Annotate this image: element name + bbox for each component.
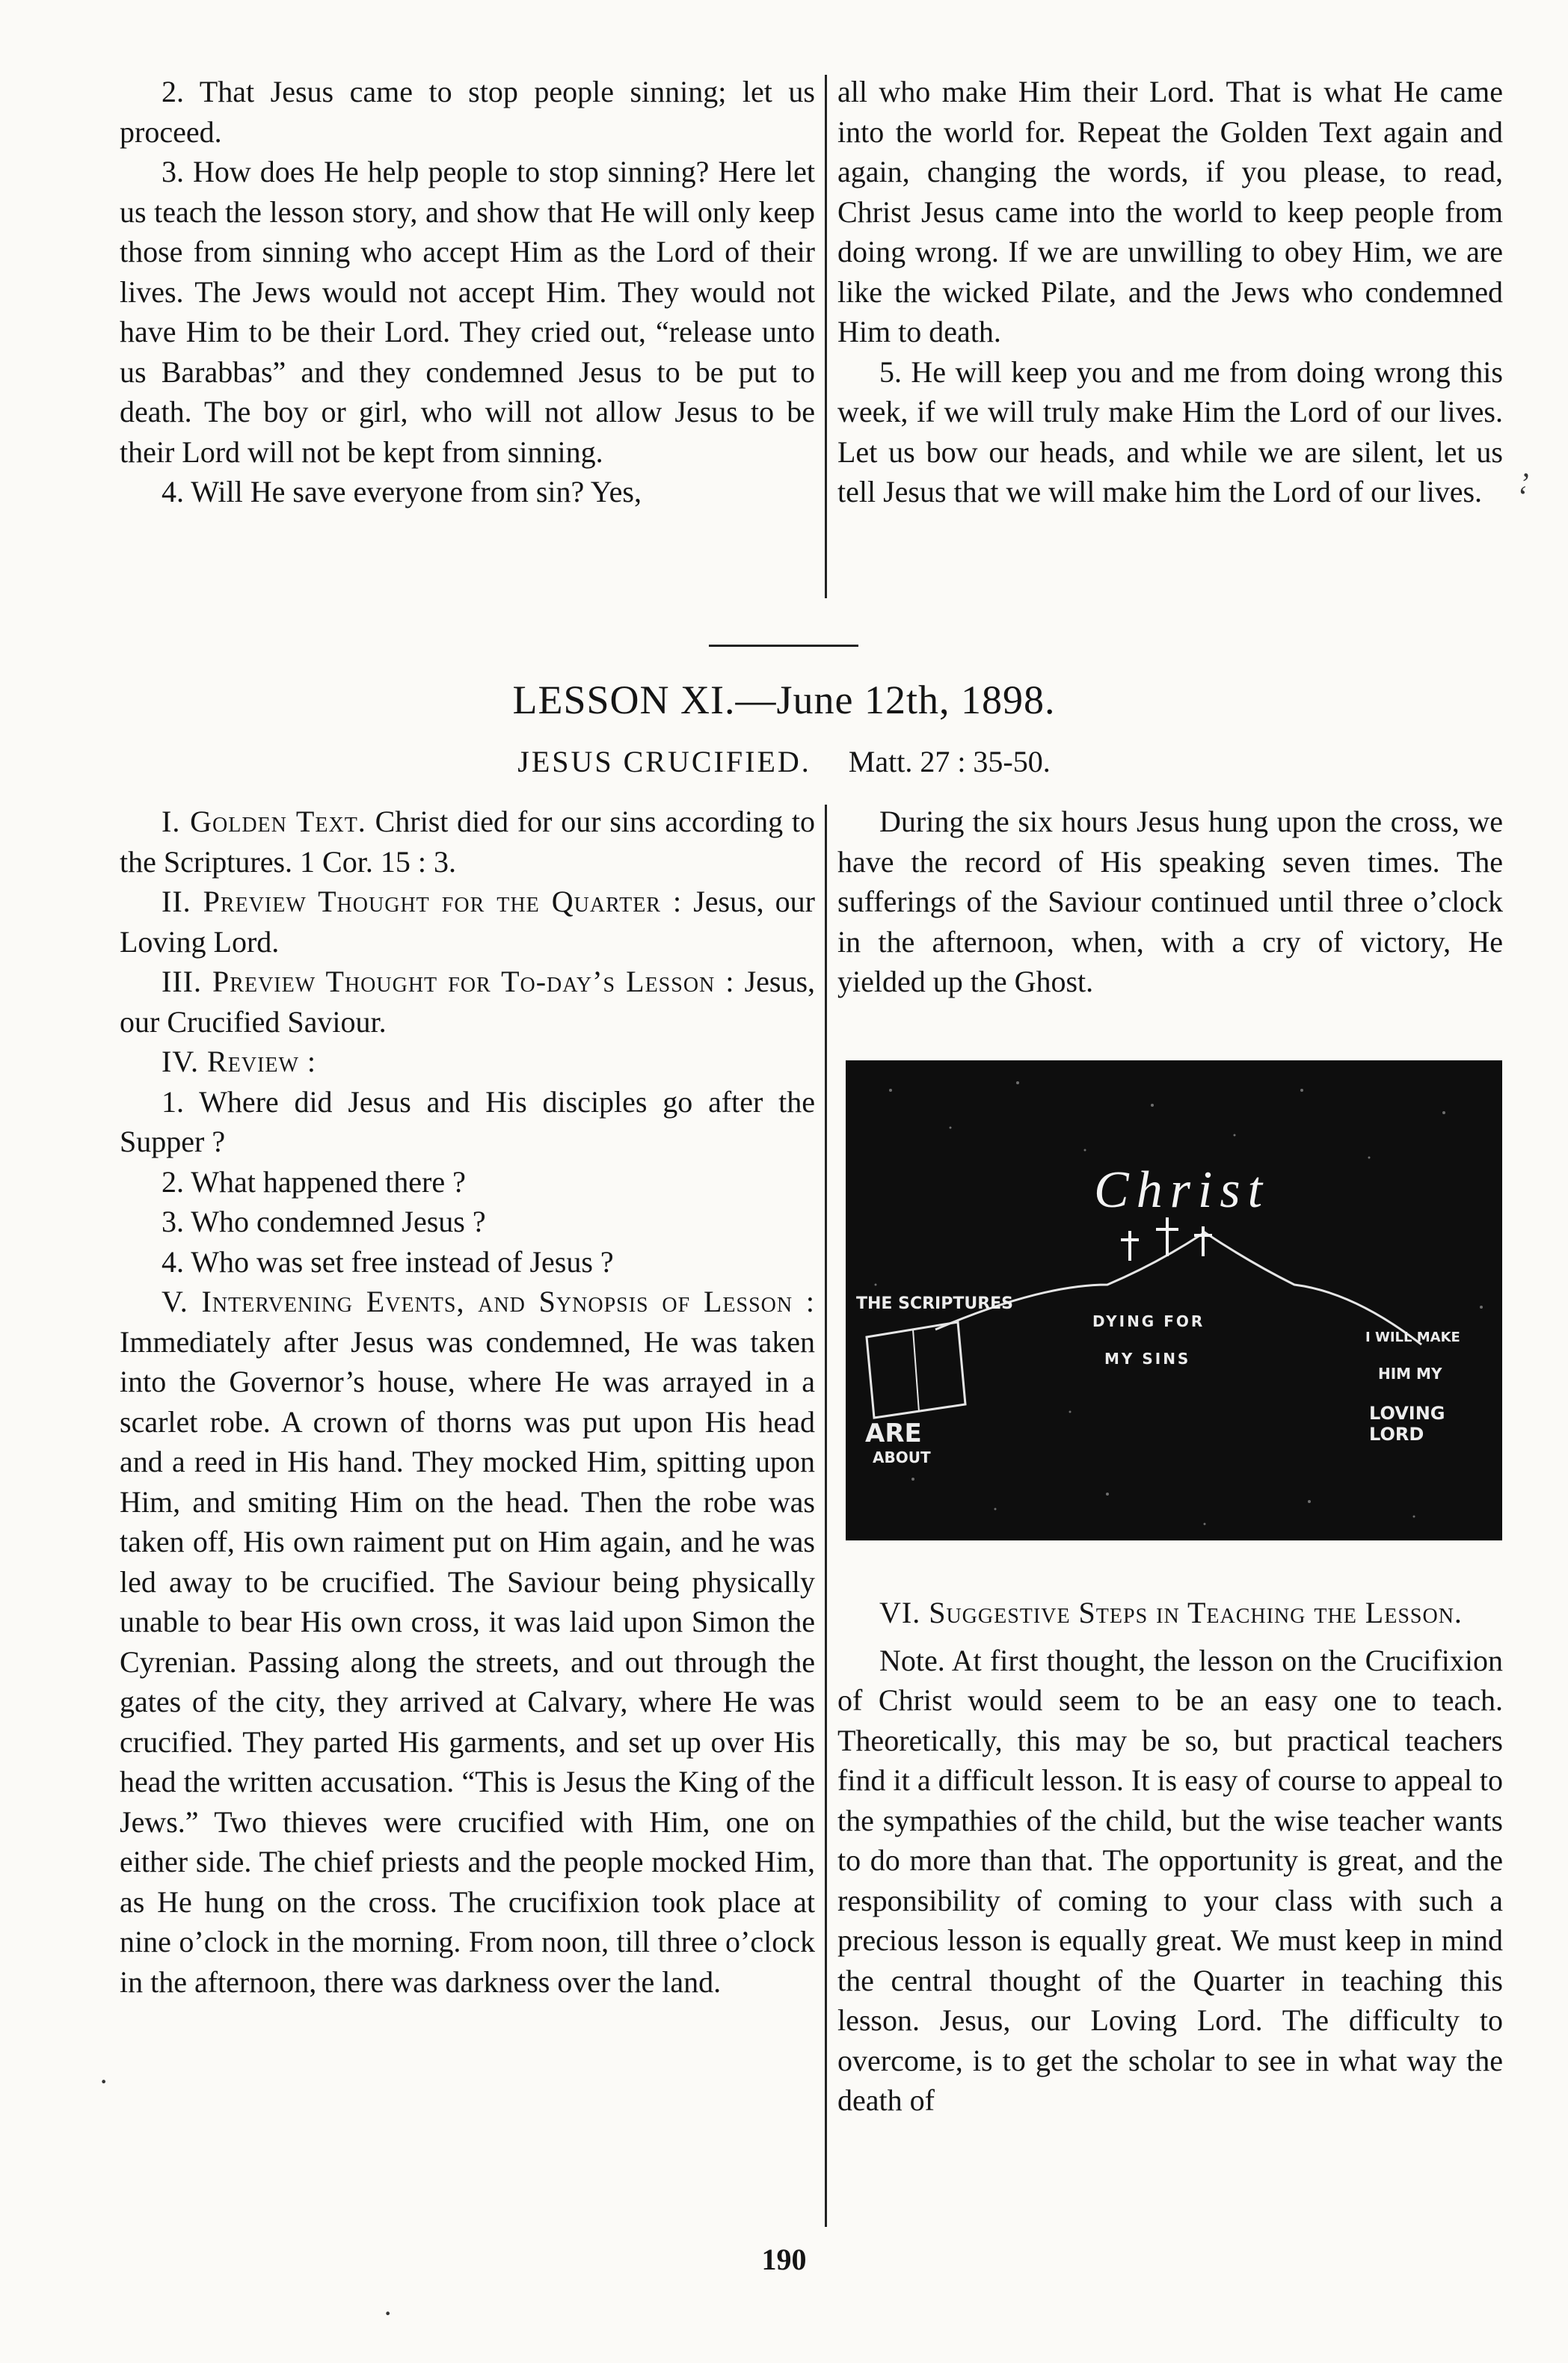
margin-mark: ·: [99, 2065, 109, 2098]
lesson-subheading: [0, 744, 1568, 779]
quarter-thought: [120, 882, 815, 962]
paragraph: all who make Him their Lord. That is what He came into the world for. Repeat the Golden Text again and again, changing the words, if you please, to read, Christ Jesus came into the world to keep people from doing wrong. If we are unwilling to obey Him, we are like the wicked Pilate, and the Jews who condemned Him to death.: [837, 75, 1503, 348]
illustration-text: DYING FOR: [1092, 1312, 1205, 1330]
section-label: VI. Suggestive Steps in Teaching the Lesson.: [879, 1596, 1463, 1629]
lesson-title: JESUS CRUCIFIED.: [517, 745, 811, 778]
golden-text: [120, 802, 815, 882]
paragraph: 4. Will He save everyone from sin? Yes,: [162, 475, 642, 508]
paragraph: 2. That Jesus came to stop people sinning; let us proceed.: [120, 75, 815, 149]
paragraph: 3. How does He help people to stop sinning? Here let us teach the lesson story, and show that He will only keep those from sinning who accept Him as the Lord of their lives. The Jews would not accept Him. They would not have Him to be their Lord. They cried out, “release unto us Barabbas” and they condemned Jesus to be put to death. The boy or girl, who will not allow Jesus to be their Lord will not be kept from sinning.: [120, 155, 815, 469]
synopsis: [120, 1282, 815, 2002]
section-text: Jesus, our Crucified Saviour.: [120, 965, 816, 1039]
review-question: 1. Where did Jesus and His disciples go after the Supper ?: [120, 1084, 815, 1158]
section-text: Christ died for our sins according to the Scriptures. 1 Cor. 15 : 3.: [120, 805, 815, 879]
top-left-column: [120, 72, 815, 512]
column-divider: [825, 805, 827, 2227]
section-label: IV. Review :: [162, 1045, 317, 1078]
review-question: 2. What happened there ?: [162, 1164, 466, 1199]
illustration-text: MY SINS: [1104, 1350, 1191, 1368]
section-text: Immediately after Jesus was condemned, He was taken into the Governor’s house, where He was arrayed in a scarlet robe. A crown of thorns was put upon His head and a reed in His hand. They mocked Him, spitting upon Him, and smiting Him on the head. Then the robe was taken off, His own raiment put on Him again, and he was led away to be crucified. The Saviour being physically unable to bear His own cross, it was laid upon Simon the Cyrenian. Passing along the streets, and out through the gates of the city, they arrived at Calvary, where He was crucified. They parted His garments, and set up over His head the written accusation. “This is Jesus the King of the Jews.” Two thieves were crucified with Him, one on either side. The chief priests and the people mocked Him, as He hung on the cross. The crucifixion took place at nine o’clock in the morning. From noon, till three o’clock in the afternoon, there was darkness over the land.: [120, 1324, 815, 1999]
illustration-text: HIM MY: [1378, 1365, 1442, 1383]
margin-mark: ‘: [1518, 479, 1528, 513]
margin-mark: ·: [383, 2296, 393, 2330]
margin-mark: ,: [1522, 449, 1530, 483]
section-text: Jesus, our Loving Lord.: [120, 885, 816, 959]
illustration-text: LOVING: [1369, 1403, 1445, 1424]
illustration-text: Christ: [1094, 1161, 1270, 1219]
section-label: II. Preview Thought for the Quarter :: [162, 885, 683, 918]
main-right-column: [837, 802, 1503, 1002]
main-right-column-continued: [837, 1593, 1503, 2121]
section-rule: [709, 645, 858, 647]
blackboard-illustration: [846, 1060, 1502, 1540]
illustration-text: ARE: [865, 1419, 922, 1448]
section-label: III. Preview Thought for To-day’s Lesson :: [162, 965, 735, 998]
review-question: 4. Who was set free instead of Jesus ?: [162, 1244, 614, 1279]
illustration-text: LORD: [1369, 1424, 1424, 1445]
paragraph: During the six hours Jesus hung upon the cross, we have the record of His speaking seven times. The sufferings of the Saviour continued until three o’clock in the afternoon, when, with a cry of victory, He yielded up the Ghost.: [837, 805, 1503, 998]
section-label: V. Intervening Events, and Synopsis of Lesson :: [162, 1285, 815, 1318]
illustration-text: THE SCRIPTURES: [856, 1294, 1014, 1313]
main-left-column: [120, 802, 815, 2002]
scripture-reference: Matt. 27 : 35-50.: [848, 745, 1051, 778]
section-label: I. Golden Text.: [162, 805, 366, 838]
lesson-heading: LESSON XI.—June 12th, 1898.: [512, 677, 1056, 722]
paragraph: 5. He will keep you and me from doing wrong this week, if we will truly make Him the Lord of our lives. Let us bow our heads, and while we are silent, let us tell Jesus that we will make him the Lord of our lives.: [837, 354, 1503, 508]
illustration-text: ABOUT: [873, 1448, 931, 1466]
top-right-column: [837, 72, 1503, 512]
page-number: 190: [761, 2243, 807, 2276]
review-question: 3. Who condemned Jesus ?: [162, 1205, 486, 1238]
today-thought: [120, 962, 815, 1042]
column-divider: [825, 75, 827, 598]
paragraph: Note. At first thought, the lesson on the Crucifixion of Christ would seem to be an easy one to teach. Theoretically, this may be so, but practical teachers find it a difficult lesson. It is easy of course to appeal to the sympathies of the child, but the wise teacher wants to do more than that. The opportunity is great, and the responsibility of coming to your class with such a precious lesson is equally great. We must keep in mind the central thought of the Quarter in teaching this lesson. Jesus, our Loving Lord. The difficulty to overcome, is to get the scholar to see in what way the death of: [837, 1643, 1503, 2117]
illustration-text: I WILL MAKE: [1365, 1330, 1460, 1345]
